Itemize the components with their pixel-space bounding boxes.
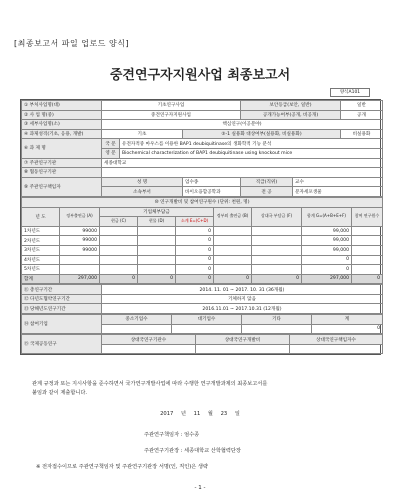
value-host: 세종대학교 <box>102 158 383 168</box>
budget-cell-subtotal: 0 <box>176 226 214 236</box>
budget-cell-total: 99,000 <box>302 226 352 236</box>
budget-cell-local <box>214 236 252 246</box>
participants-col-other: 기타 <box>242 315 312 325</box>
date-month: 11 <box>193 411 201 417</box>
budget-row <box>22 274 383 284</box>
row-partner <box>22 168 383 178</box>
budget-col-subtotal: 소계 E=(C+D) <box>176 217 214 227</box>
joint-value-budget <box>196 344 290 354</box>
page-title: 중견연구자지원사업 최종보고서 <box>109 68 291 83</box>
value-partner <box>102 168 383 178</box>
budget-cell-inkind <box>138 245 176 255</box>
value-total-period: 2014. 11. 01 ~ 2017. 10. 31 (36개월) <box>102 285 383 295</box>
budget-cell-researchers <box>352 255 383 265</box>
budget-cell-cash <box>100 236 138 246</box>
budget-col-inkind: 현물 (D) <box>138 217 176 227</box>
budget-cell-researchers <box>352 226 383 236</box>
label-class: ④ 과제성격(기초, 응용, 개발) <box>22 129 102 139</box>
budget-row <box>22 245 383 255</box>
participants-col-sum: 계 <box>312 315 383 325</box>
budget-cell-gov <box>60 255 100 265</box>
budget-cell-researchers <box>352 245 383 255</box>
date-month-unit: 월 <box>207 411 213 417</box>
budget-row <box>22 255 383 265</box>
budget-row <box>22 236 383 246</box>
budget-cell-cash <box>100 255 138 265</box>
label-host: ⑦ 주관연구기관 <box>22 158 102 168</box>
budget-cell-subtotal: 0 <box>176 265 214 275</box>
value-agreement-period: 기체하지 않음 <box>102 294 383 304</box>
budget-cell-year: 5차년도 <box>22 265 60 275</box>
participant-table <box>21 314 383 334</box>
budget-cell-year: 2차년도 <box>22 236 60 246</box>
submission-date <box>0 410 400 417</box>
budget-cell-subtotal: 0 <box>176 245 214 255</box>
value-security: 일반 <box>341 101 383 111</box>
label-major: 전 공 <box>241 187 293 197</box>
row-title-kr <box>22 139 383 149</box>
row-class <box>22 129 383 139</box>
basic-info-table <box>21 100 383 197</box>
participants-col-sme: 중소기업수 <box>102 315 172 325</box>
joint-value-leaders <box>290 344 383 354</box>
budget-cell-gov: 297,000 <box>60 274 100 284</box>
budget-cell-researchers: 0 <box>352 274 383 284</box>
participants-col-large: 대기업수 <box>172 315 242 325</box>
label-detail: ③ 세부사업명(소) <box>22 120 102 130</box>
label-korean: 국 문 <box>102 139 120 149</box>
date-year-unit: 년 <box>180 411 186 417</box>
budget-cell-gov <box>60 265 100 275</box>
budget-cell-local: 0 <box>214 274 252 284</box>
budget-cell-total: 99,000 <box>302 245 352 255</box>
period-table <box>21 284 383 314</box>
budget-cell-gov: 99000 <box>60 245 100 255</box>
joint-value-institutions <box>102 344 196 354</box>
budget-cell-researchers <box>352 265 383 275</box>
signature-principal-name: 엄수종 <box>184 432 200 438</box>
participants-value-sme <box>102 324 172 334</box>
value-project: 중견연구자지원사업 <box>102 110 241 120</box>
date-day-unit: 일 <box>234 411 240 417</box>
budget-cell-cash: 0 <box>100 274 138 284</box>
budget-cell-total: 99,000 <box>302 236 352 246</box>
submission-statement <box>32 380 372 398</box>
row-division <box>22 101 383 111</box>
participants-value-sum: 0 <box>312 324 383 334</box>
footnote: ※ 전자접수이므로 주관연구책임자 및 주관연구기관장 서명(인, 직인)은 생략 <box>36 464 208 470</box>
budget-cell-other <box>252 226 302 236</box>
budget-cell-local <box>214 255 252 265</box>
budget-cell-inkind <box>138 226 176 236</box>
label-practical: ⑤-1 실용화 대상여부(실용화, 비실용화) <box>183 129 341 139</box>
label-security: 보안등급(보안, 일반) <box>241 101 341 111</box>
budget-col-year: 년 도 <box>22 207 60 226</box>
label-dept: 소속부서 <box>102 187 183 197</box>
statement-line-2: 붙임과 같이 제출합니다. <box>32 390 88 396</box>
budget-cell-other <box>252 255 302 265</box>
budget-cell-local <box>214 226 252 236</box>
report-form-sheet <box>20 99 381 355</box>
budget-cell-researchers <box>352 236 383 246</box>
value-practical: 비실용화 <box>341 129 383 139</box>
budget-cell-total: 0 <box>302 265 352 275</box>
budget-cell-local <box>214 265 252 275</box>
value-year-period: 2016.11.01 ~ 2017.10.31 (12개월) <box>102 304 383 314</box>
budget-cell-year: 합계 <box>22 274 60 284</box>
budget-cell-other <box>252 245 302 255</box>
label-principal: ⑨ 주관연구책임자 <box>22 177 102 196</box>
label-division: ① 부처사업명(대) <box>22 101 102 111</box>
budget-cell-total: 0 <box>302 255 352 265</box>
value-title-en: Biochemical characterization of BAP1 deubiquitinase using knockout mice <box>120 148 383 158</box>
budget-cell-year: 3차년도 <box>22 245 60 255</box>
label-project: ② 사 업 명(중) <box>22 110 102 120</box>
budget-cell-local <box>214 245 252 255</box>
budget-row <box>22 226 383 236</box>
value-disclosure: 공개 <box>341 110 383 120</box>
budget-col-private: 기업체부담금 <box>100 207 214 217</box>
label-partner: ⑧ 협동연구기관 <box>22 168 102 178</box>
label-agreement-period: ⑫ 다년도협약연구기간 <box>22 294 102 304</box>
row-project <box>22 110 383 120</box>
label-year-period: ⑬ 당해년도연구기간 <box>22 304 102 314</box>
page-number: - 1 - <box>194 485 206 491</box>
budget-cell-year: 1차년도 <box>22 226 60 236</box>
budget-table <box>21 197 383 284</box>
row-principal-1 <box>22 177 383 187</box>
value-title-kr: 유전자적중 마우스를 이용한 BAP1 deubiquitinase의 생화학적 기능 분석 <box>120 139 383 149</box>
label-disclosure: 공개가능여부(공개, 비공개) <box>241 110 341 120</box>
budget-cell-subtotal: 0 <box>176 274 214 284</box>
value-dept: 바이오융합공학과 <box>183 187 241 197</box>
signature-institution <box>144 447 241 454</box>
row-detail <box>22 120 383 130</box>
budget-cell-inkind <box>138 236 176 246</box>
signature-institution-name: 세종대학교 산학협력단장 <box>184 448 241 454</box>
joint-col-institutions: 상대국연구기관수 <box>102 335 196 345</box>
label-task-title: ⑥ 과 제 명 <box>22 139 102 158</box>
participants-value-large <box>172 324 242 334</box>
label-name: 성 명 <box>102 177 183 187</box>
joint-col-budget: 상대국연구개발비 <box>196 335 290 345</box>
date-year: 2017 <box>160 411 174 417</box>
budget-cell-cash <box>100 226 138 236</box>
form-code-box: 양식A101 <box>330 88 370 97</box>
signature-principal <box>144 431 199 438</box>
statement-line-1: 관계 규정과 또는 지시사항을 준수하면서 국가연구개발사업에 따라 수행한 연구개발과제의 최종보고서를 <box>32 381 268 387</box>
date-day: 23 <box>220 411 228 417</box>
row-host <box>22 158 383 168</box>
budget-cell-subtotal: 0 <box>176 236 214 246</box>
budget-cell-other <box>252 236 302 246</box>
budget-col-total: 합계 G=(A+B+E+F) <box>302 207 352 226</box>
value-division: 기초연구사업 <box>102 101 241 111</box>
budget-cell-gov: 99000 <box>60 236 100 246</box>
value-major: 분자세포생물 <box>293 187 383 197</box>
budget-cell-gov: 99000 <box>60 226 100 236</box>
joint-research-table <box>21 334 383 354</box>
label-english: 영 문 <box>102 148 120 158</box>
budget-col-researchers: 참여 연구원수 <box>352 207 383 226</box>
joint-col-leaders: 상대국연구책임자수 <box>290 335 383 345</box>
signature-institution-label: 주관연구기관장 : <box>144 448 183 454</box>
value-detail: 핵심연구(이공분야) <box>102 120 383 130</box>
budget-cell-cash <box>100 245 138 255</box>
signature-principal-label: 주관연구책임자 : <box>144 432 183 438</box>
label-participants: ⑭ 참여기업 <box>22 315 102 334</box>
budget-cell-inkind <box>138 255 176 265</box>
budget-row <box>22 265 383 275</box>
budget-cell-cash <box>100 265 138 275</box>
participants-value-other <box>242 324 312 334</box>
label-joint: ⑮ 국제공동연구 <box>22 335 102 354</box>
budget-col-gov: 정부출연금 (A) <box>60 207 100 226</box>
budget-cell-total: 297,000 <box>302 274 352 284</box>
budget-cell-other <box>252 265 302 275</box>
value-class: 기초 <box>102 129 183 139</box>
budget-cell-inkind: 0 <box>138 274 176 284</box>
upload-form-label: [최종보고서 파일 업로드 양식] <box>14 39 130 48</box>
value-rank: 교수 <box>293 177 383 187</box>
value-name: 엄수종 <box>183 177 241 187</box>
label-rank: 직급(직위) <box>241 177 293 187</box>
budget-section-label: ⑩ 연구개발비 및 참여연구원수 (단위: 천원, 명) <box>22 197 383 207</box>
label-total-period: ⑪ 총연구기간 <box>22 285 102 295</box>
budget-col-cash: 현금 (C) <box>100 217 138 227</box>
budget-cell-year: 4차년도 <box>22 255 60 265</box>
budget-rows <box>22 226 383 284</box>
budget-col-other: 상대국 부담금 (F) <box>252 207 302 226</box>
budget-cell-subtotal: 0 <box>176 255 214 265</box>
budget-cell-inkind <box>138 265 176 275</box>
budget-col-local: 정부외 출연금 (B) <box>214 207 252 226</box>
budget-cell-other: 0 <box>252 274 302 284</box>
